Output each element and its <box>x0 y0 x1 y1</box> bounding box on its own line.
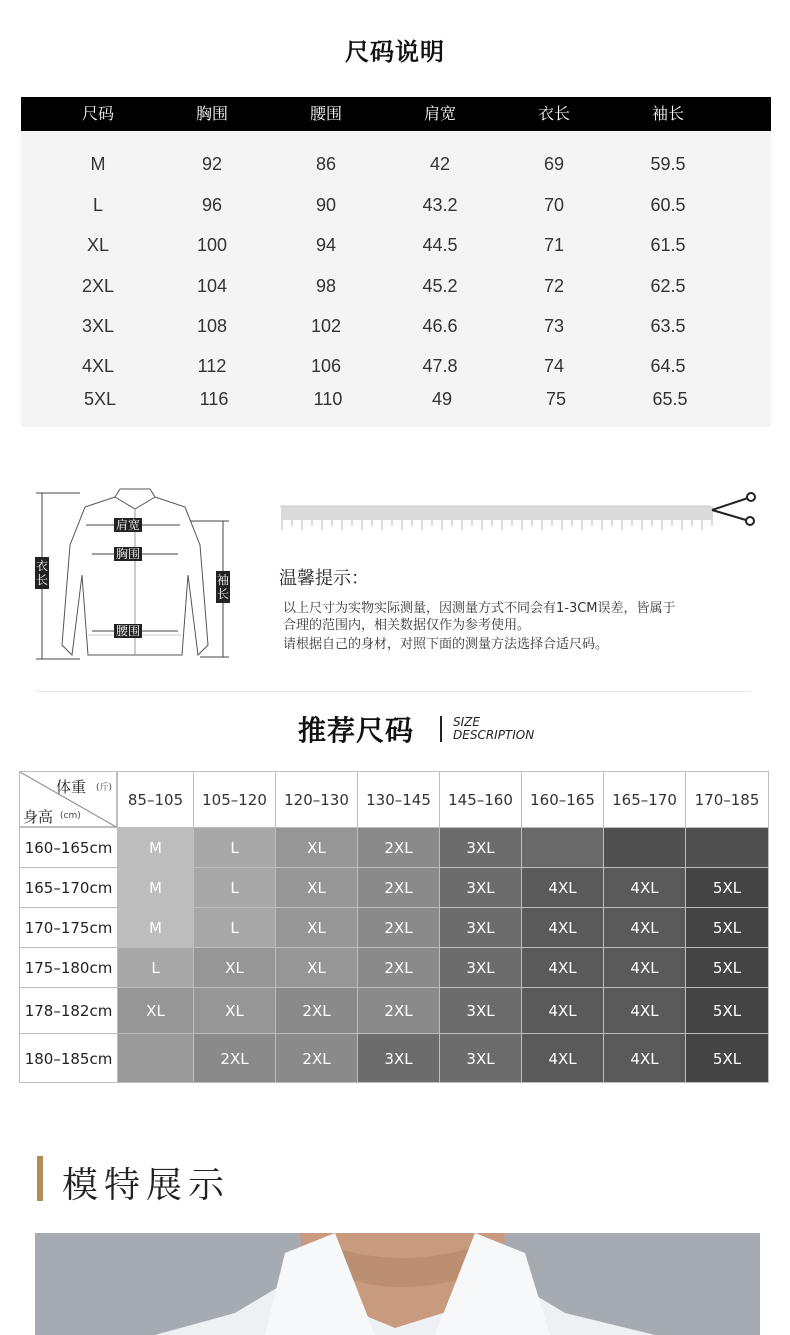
size-cell: 92 <box>201 154 223 174</box>
size-cell: 116 <box>199 389 229 409</box>
tip-line-3: 请根据自己的身材，对照下面的测量方法选择合适尺码。 <box>283 637 609 652</box>
size-cell: 47.8 <box>422 356 458 376</box>
weight-header-1: 105–120 <box>193 771 275 827</box>
size-recommendation-cell: 2XL <box>357 827 439 867</box>
recommend-subtitle-size: SIZE <box>453 715 480 729</box>
sleeve-label: 袖长 <box>216 573 229 601</box>
height-label: 身高 <box>23 808 54 826</box>
size-recommendation-cell: 3XL <box>439 827 521 867</box>
size-cell: 3XL <box>81 316 115 336</box>
size-recommendation-cell: 2XL <box>275 987 357 1033</box>
size-cell: 74 <box>543 356 565 376</box>
size-recommendation-cell: 4XL <box>603 907 685 947</box>
height-row-label: 175–180cm <box>19 947 117 987</box>
size-recommendation-cell: 4XL <box>603 987 685 1033</box>
size-header-0: 尺码 <box>81 104 114 123</box>
recommend-title: 推荐尺码 <box>298 714 415 747</box>
size-chart-title: 尺码说明 <box>345 37 445 66</box>
recommend-table <box>19 771 769 1083</box>
size-cell: 71 <box>543 235 565 255</box>
size-recommendation-cell: 4XL <box>603 867 685 907</box>
size-recommendation-cell: M <box>117 907 193 947</box>
size-recommendation-cell: 4XL <box>521 1033 603 1083</box>
size-recommendation-cell: 4XL <box>521 867 603 907</box>
size-recommendation-cell: L <box>193 827 275 867</box>
weight-header-7: 170–185 <box>685 771 769 827</box>
size-recommendation-cell <box>117 1033 193 1083</box>
size-recommendation-cell: 2XL <box>357 907 439 947</box>
size-recommendation-cell: M <box>117 867 193 907</box>
weight-header-4: 145–160 <box>439 771 521 827</box>
size-header-3: 肩宽 <box>423 104 456 123</box>
size-recommendation-cell <box>521 827 603 867</box>
model-photo <box>35 1233 760 1335</box>
size-cell: 110 <box>313 389 343 409</box>
size-recommendation-cell: 3XL <box>357 1033 439 1083</box>
model-photo-image <box>35 1233 760 1335</box>
weight-unit: (斤) <box>96 783 113 793</box>
size-cell: 59.5 <box>650 154 686 174</box>
model-title: 模特展示 <box>62 1165 231 1206</box>
size-recommendation-cell: XL <box>193 947 275 987</box>
size-cell: 75 <box>545 389 567 409</box>
size-recommendation-cell: L <box>117 947 193 987</box>
model-title-accent <box>37 1156 43 1201</box>
size-cell: 62.5 <box>650 276 686 296</box>
shirt-diagram <box>30 485 240 670</box>
size-recommendation-cell: 5XL <box>685 1033 769 1083</box>
size-recommendation-cell: 2XL <box>193 1033 275 1083</box>
size-header-1: 胸围 <box>195 104 228 123</box>
size-recommendation-cell: 3XL <box>439 947 521 987</box>
title-separator <box>440 716 442 742</box>
height-unit: (cm) <box>60 811 81 821</box>
size-recommendation-cell: 3XL <box>439 867 521 907</box>
table-corner <box>19 771 117 827</box>
size-recommendation-cell: 2XL <box>357 947 439 987</box>
size-cell: 65.5 <box>652 389 688 409</box>
size-recommendation-cell: 3XL <box>439 987 521 1033</box>
size-cell: 72 <box>543 276 565 296</box>
size-cell: 63.5 <box>650 316 686 336</box>
size-chart-header <box>21 97 771 131</box>
size-recommendation-cell: 3XL <box>439 907 521 947</box>
size-cell: 98 <box>315 276 337 296</box>
size-recommendation-cell: XL <box>275 827 357 867</box>
size-cell: 42 <box>429 154 451 174</box>
size-cell: 102 <box>310 316 342 336</box>
size-cell: 4XL <box>81 356 115 376</box>
tip-line-2: 合理的范围内，相关数据仅作为参考使用。 <box>283 618 531 633</box>
size-cell: 46.6 <box>422 316 458 336</box>
weight-header-6: 165–170 <box>603 771 685 827</box>
size-recommendation-cell: 4XL <box>521 907 603 947</box>
size-cell: 44.5 <box>422 235 458 255</box>
size-cell: 90 <box>315 195 337 215</box>
size-chart-table <box>21 97 771 427</box>
size-header-2: 腰围 <box>309 104 342 123</box>
size-cell: 64.5 <box>650 356 686 376</box>
size-recommendation-cell: 2XL <box>357 987 439 1033</box>
height-row-label: 180–185cm <box>19 1033 117 1083</box>
size-recommendation-cell: 5XL <box>685 987 769 1033</box>
height-row-label: 160–165cm <box>19 827 117 867</box>
size-recommendation-cell: XL <box>275 907 357 947</box>
chest-label: 胸围 <box>116 547 141 561</box>
height-row-label: 165–170cm <box>19 867 117 907</box>
size-recommendation-cell <box>685 827 769 867</box>
size-recommendation-cell: XL <box>193 987 275 1033</box>
weight-header-2: 120–130 <box>275 771 357 827</box>
weight-header-3: 130–145 <box>357 771 439 827</box>
size-cell: 60.5 <box>650 195 686 215</box>
size-cell: XL <box>86 235 110 255</box>
size-cell: 104 <box>196 276 228 296</box>
size-recommendation-cell: 2XL <box>275 1033 357 1083</box>
size-recommendation-cell: XL <box>275 867 357 907</box>
size-recommendation-cell: XL <box>117 987 193 1033</box>
size-cell: 45.2 <box>422 276 458 296</box>
size-recommendation-cell: XL <box>275 947 357 987</box>
length-label: 衣长 <box>35 559 48 587</box>
size-cell: 100 <box>196 235 228 255</box>
size-recommendation-cell <box>603 827 685 867</box>
size-recommendation-cell: 4XL <box>521 947 603 987</box>
size-cell: 108 <box>196 316 228 336</box>
size-header-4: 衣长 <box>537 104 570 123</box>
size-cell: 43.2 <box>422 195 458 215</box>
weight-header-5: 160–165 <box>521 771 603 827</box>
size-cell: 94 <box>315 235 337 255</box>
size-cell: 106 <box>310 356 342 376</box>
size-recommendation-cell: 4XL <box>521 987 603 1033</box>
waist-label: 腰围 <box>116 624 141 638</box>
size-recommendation-cell: 3XL <box>439 1033 521 1083</box>
size-recommendation-cell: 5XL <box>685 907 769 947</box>
height-row-label: 170–175cm <box>19 907 117 947</box>
shoulder-label: 肩宽 <box>116 518 141 532</box>
size-cell: M <box>90 154 106 174</box>
size-recommendation-cell: 5XL <box>685 867 769 907</box>
size-recommendation-cell: 5XL <box>685 947 769 987</box>
size-header-5: 袖长 <box>651 104 684 123</box>
size-cell: 49 <box>431 389 453 409</box>
size-cell: L <box>92 195 103 215</box>
tips-title: 温馨提示： <box>279 568 369 589</box>
size-cell: 73 <box>543 316 565 336</box>
size-recommendation-cell: L <box>193 867 275 907</box>
size-recommendation-cell: 2XL <box>357 867 439 907</box>
size-cell: 5XL <box>83 389 117 409</box>
tip-line-1: 以上尺寸为实物实际测量，因测量方式不同会有1-3CM误差，皆属于 <box>283 601 676 616</box>
recommend-subtitle-description: DESCRIPTION <box>453 728 535 742</box>
scissors-icon <box>712 493 755 525</box>
size-cell: 61.5 <box>650 235 686 255</box>
size-recommendation-cell: 4XL <box>603 1033 685 1083</box>
size-recommendation-cell: M <box>117 827 193 867</box>
height-row-label: 178–182cm <box>19 987 117 1033</box>
size-cell: 69 <box>543 154 565 174</box>
shirt-outline-icon <box>30 485 240 670</box>
section-divider <box>36 691 751 692</box>
size-recommendation-cell: L <box>193 907 275 947</box>
weight-label: 体重 <box>56 778 87 796</box>
size-cell: 2XL <box>81 276 115 296</box>
measuring-tape-icon <box>280 490 760 535</box>
size-recommendation-cell: 4XL <box>603 947 685 987</box>
size-cell: 70 <box>543 195 565 215</box>
size-cell: 112 <box>197 356 227 376</box>
size-cell: 86 <box>315 154 337 174</box>
size-cell: 96 <box>201 195 223 215</box>
weight-header-0: 85–105 <box>117 771 193 827</box>
